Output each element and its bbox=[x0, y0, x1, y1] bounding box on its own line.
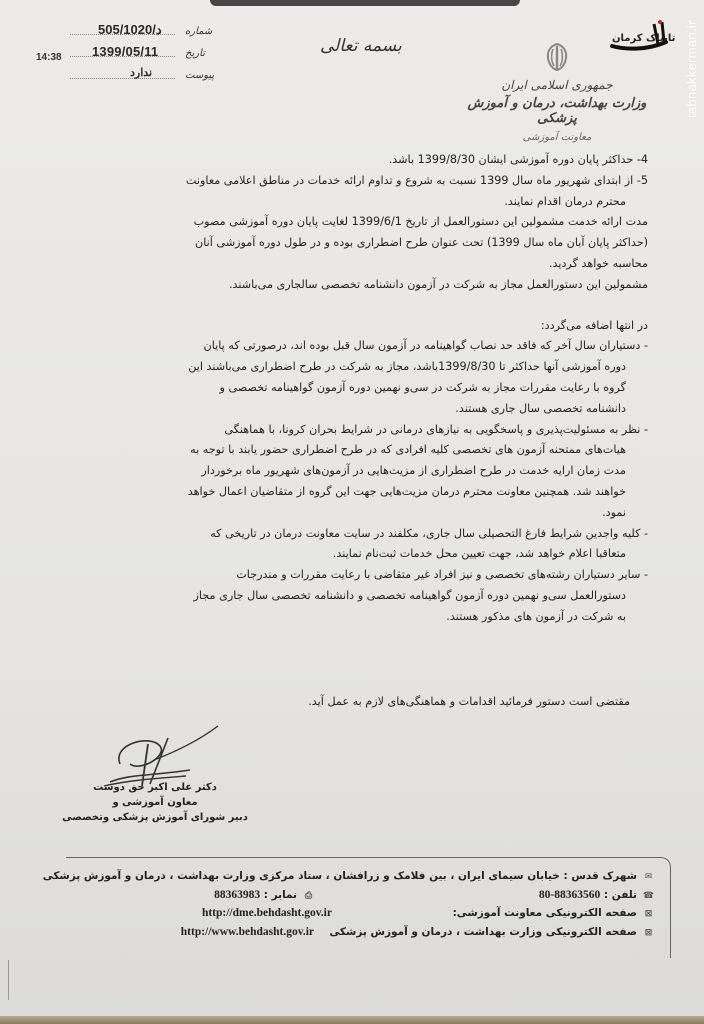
fax-group bbox=[214, 886, 314, 906]
signatory-council: دبیر شورای آموزش پزشکی وتخصصی bbox=[62, 812, 248, 823]
signatory bbox=[60, 780, 250, 825]
footer-address-row bbox=[42, 867, 654, 886]
letter-time: 14:38 bbox=[36, 52, 62, 63]
added-intro: در انتها اضافه می‌گردد: bbox=[540, 318, 648, 332]
footer-phone-row bbox=[94, 886, 654, 905]
desk-edge bbox=[0, 1016, 704, 1024]
bullet-2-line: هیات‌های ممتحنه آزمون های تخصصی کلیه افرادی که در طرح اضطراری حضور یابند با توجه به bbox=[190, 443, 626, 457]
letter-meta bbox=[70, 22, 220, 88]
bullet-4-line: دستورالعمل سی‌و نهمین دوره آزمون گواهینامه تخصصی و دانشنامه تخصصی سال جاری مجاز bbox=[193, 588, 626, 602]
letter-date: 1399/05/11 bbox=[92, 44, 159, 59]
attachment-label: پیوست bbox=[185, 70, 215, 81]
bullet-1-line: دانشنامه تخصصی سال جاری هستند. bbox=[455, 401, 626, 415]
department-name: معاونت آموزشی bbox=[522, 132, 592, 143]
bullet-2-line: خواهند شد. همچنین معاونت محترم درمان مزیت‌هایی جهت این گروه از متقاضیان اعمال خواهد bbox=[187, 484, 626, 498]
footer-left-edge bbox=[8, 960, 9, 1000]
ministry-letterhead bbox=[462, 40, 652, 143]
number-label: شماره bbox=[185, 26, 213, 37]
phone-label: تلفن : bbox=[603, 888, 637, 901]
meta-date-row bbox=[70, 44, 220, 66]
numbered-item-5-cont: محترم درمان اقدام نمایند. bbox=[504, 194, 626, 208]
basmala-heading: بسمه تعالی bbox=[320, 36, 402, 56]
bullet-2-line: نمود. bbox=[602, 505, 626, 519]
iran-emblem-icon bbox=[542, 40, 572, 74]
fax-number: 88363983 bbox=[214, 888, 261, 901]
bullet-1-line: گروه با رعایت مقررات مجاز به شرکت در سی‌و نهمین دوره آزمون گواهینامه تخصصی و bbox=[219, 380, 626, 394]
bullet-3-line: متعاقبا اعلام خواهد شد، جهت تعیین محل خدمات ثبت‌نام نمایند. bbox=[332, 547, 626, 561]
footer-contacts bbox=[42, 867, 654, 941]
ministry-site-link[interactable]: http://www.behdasht.gov.ir bbox=[180, 925, 314, 938]
bullet-2-line: مدت زمان ارایه خدمت در طرح اضطراری از مزیت‌هایی در آزمون‌های شهریور ماه برخوردار bbox=[201, 464, 626, 478]
dotted-line bbox=[70, 78, 175, 79]
bullet-4-line: - سایر دستیاران رشته‌های تخصصی و نیز افراد غیر متقاضی با رعایت مقررات و مندرجات bbox=[88, 565, 648, 586]
footer-edu-site-row bbox=[94, 904, 654, 923]
bullet-3-line: - کلیه واجدین شرایط فارغ التحصیلی سال جاری، مکلفند در سایت معاونت درمان در تاریخی که bbox=[88, 524, 648, 545]
ministry-site-label: صفحه الکترونیکی وزارت بهداشت ، درمان و آموزش پزشکی bbox=[329, 925, 637, 938]
letter-attachment: ندارد bbox=[130, 67, 153, 79]
paragraph-line: مشمولین این دستورالعمل مجاز به شرکت در آزمون دانشنامه تخصصی سالجاری می‌باشند. bbox=[228, 277, 648, 291]
letter-footer bbox=[42, 857, 671, 958]
edu-site-label: صفحه الکترونیکی معاونت آموزشی: bbox=[452, 907, 637, 919]
phone-icon: ☎ bbox=[642, 890, 654, 901]
paragraph-line: مدت ارائه خدمت مشمولین این دستورالعمل از تاریخ 1399/6/1 لغایت پایان دوره آموزشی مصوب bbox=[193, 215, 648, 229]
numbered-item-5: 5- از ابتدای شهریور ماه سال 1399 نسبت به شروع و تداوم ارائه خدمات در مناطق اعلامی معاونت bbox=[185, 173, 648, 187]
mail-icon: ⊠ bbox=[644, 927, 653, 938]
ministry-name: وزارت بهداشت، درمان و آموزش پزشکی bbox=[467, 96, 647, 126]
letter-body bbox=[88, 150, 648, 628]
fax-label: نمابر : bbox=[263, 888, 297, 901]
letter-number: 505/1020/د bbox=[98, 22, 162, 37]
signature-block bbox=[60, 720, 260, 840]
bullet-1-line: دوره آموزشی آنها حداکثر تا 1399/8/30باشد، مجاز به شرکت در طرح اضطراری می‌باشند این bbox=[188, 360, 626, 374]
paragraph-line: (حداکثر پایان آبان ماه سال 1399) تحت عنوان طرح اضطراری بوده و در طول دوره آموزشی آنان bbox=[195, 236, 648, 250]
signatory-name: دکتر علی اکبر حق دوست bbox=[93, 782, 217, 793]
phone-number: 88363560-80 bbox=[538, 888, 601, 901]
photo-shadow bbox=[210, 0, 520, 6]
fax-icon: ⎙ bbox=[304, 890, 313, 901]
meta-number-row bbox=[70, 22, 220, 44]
meta-attachment-row bbox=[70, 66, 220, 88]
watermark-logo-text: تابناک کرمان bbox=[612, 33, 676, 44]
edu-site-link[interactable]: http://dme.behdasht.gov.ir bbox=[201, 907, 332, 919]
footer-address: شهرک قدس : خیابان سیمای ایران ، بین فلامک و زرافشان ، ستاد مرکزی وزارت بهداشت ، درمان و آموزش پزشکی bbox=[42, 870, 637, 882]
signatory-title: معاون آموزشی و bbox=[112, 797, 198, 808]
closing-sentence: مقتضی است دستور فرمائید اقدامات و هماهنگی‌های لازم به عمل آید. bbox=[308, 695, 630, 708]
republic-name: جمهوری اسلامی ایران bbox=[501, 78, 613, 92]
bullet-4-line: به شرکت در آزمون های مذکور هستند. bbox=[446, 609, 626, 623]
envelope-icon: ✉ bbox=[644, 872, 653, 882]
footer-ministry-site-row bbox=[94, 923, 654, 942]
numbered-item-4: 4- حداکثر پایان دوره آموزشی ایشان 1399/8/30 باشد. bbox=[388, 153, 648, 166]
paragraph-line: محاسبه خواهد گردید. bbox=[548, 256, 648, 270]
bullet-2-line: - نظر به مسئولیت‌پذیری و پاسخگویی به نیازهای درمانی در شرایط بحران کرونا، با هماهنگی bbox=[88, 420, 648, 441]
mail-icon: ⊠ bbox=[644, 909, 653, 919]
bullet-1-line: - دستیاران سال آخر که فاقد حد نصاب گواهینامه در آزمون سال قبل بوده اند، درصورتی که پایان bbox=[88, 336, 648, 357]
watermark-url: tabnakkerman.ir bbox=[684, 20, 699, 118]
date-label: تاریخ bbox=[185, 48, 205, 59]
